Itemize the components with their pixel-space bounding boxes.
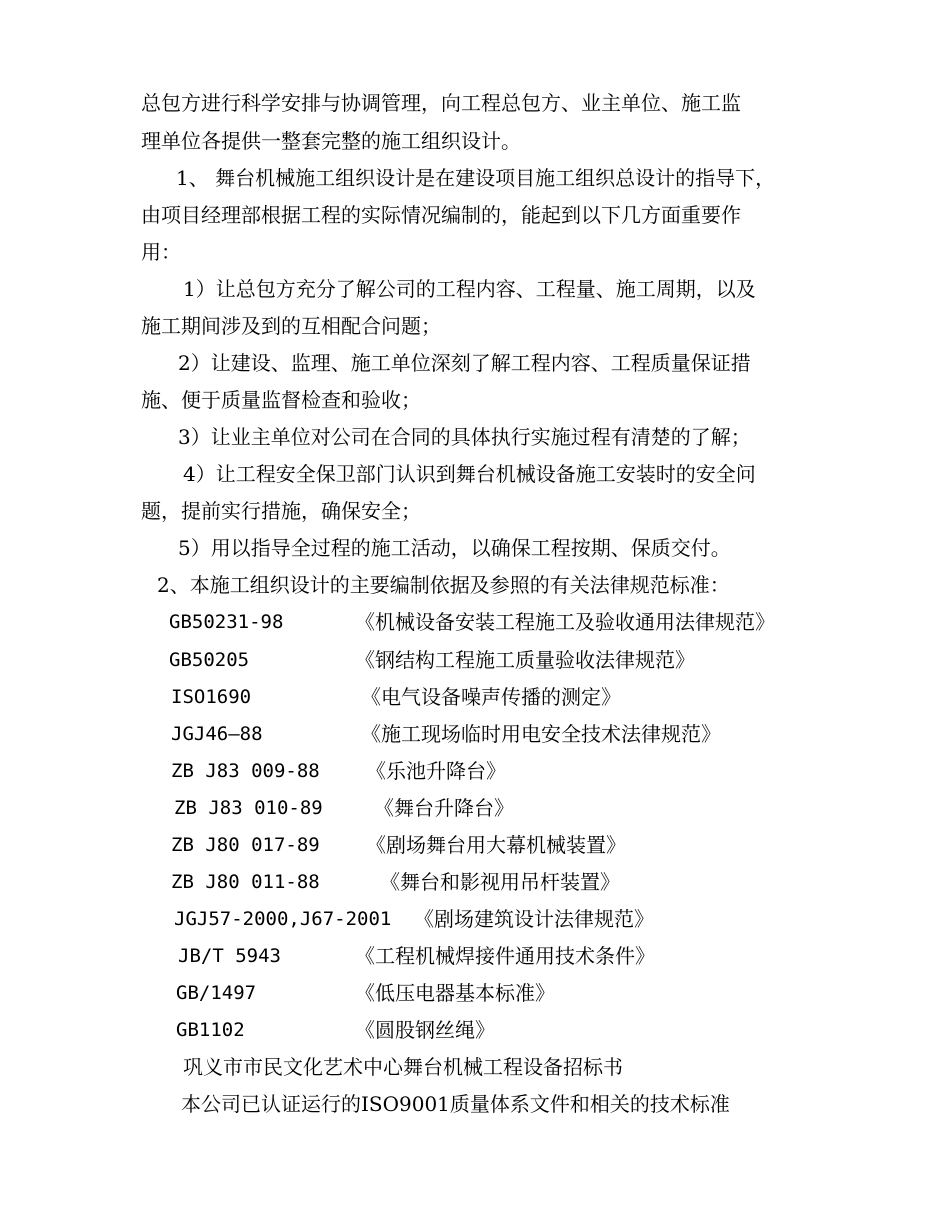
closing-line: 本公司已认证运行的ISO9001质量体系文件和相关的技术标准 [181,1092,730,1116]
paragraph-line: 2、本施工组织设计的主要编制依据及参照的有关法律规范标准： [157,573,730,597]
paragraph-line: 1）让总包方充分了解公司的工程内容、工程量、施工周期，以及 [183,277,756,301]
paragraph-line: 理单位各提供一整套完整的施工组织设计。 [141,129,521,153]
standard-title: 《低压电器基本标准》 [355,981,555,1005]
standard-code: JGJ46—88 [171,723,263,745]
paragraph-line: 1、 舞台机械施工组织设计是在建设项目施工组织总设计的指导下， [176,166,776,190]
standard-code: ZB J80 017-89 [171,834,320,856]
standard-title: 《舞台和影视用吊杆装置》 [380,870,620,894]
standard-title: 《钢结构工程施工质量验收法律规范》 [355,648,695,672]
standard-code: ISO1690 [171,686,252,708]
standard-title: 《圆股钢丝绳》 [355,1018,495,1042]
standard-title: 《机械设备安装工程施工及验收通用法律规范》 [355,610,775,634]
paragraph-line: 总包方进行科学安排与协调管理，向工程总包方、业主单位、施工监 [141,91,741,115]
paragraph-line: 施、便于质量监督检查和验收； [141,388,421,412]
standard-code: JGJ57-2000,J67-2001 [174,908,392,930]
standard-title: 《施工现场临时用电安全技术法律规范》 [361,722,721,746]
standard-code: ZB J83 009-88 [171,760,320,782]
standard-code: ZB J80 011-88 [171,871,320,893]
standard-code: GB50205 [169,649,250,671]
standard-code: ZB J83 010-89 [174,797,323,819]
standard-title: 《乐池升降台》 [366,759,506,783]
paragraph-line: 2）让建设、监理、施工单位深刻了解工程内容、工程质量保证措 [178,351,751,375]
standard-code: GB1102 [176,1019,245,1041]
standard-title: 《舞台升降台》 [374,796,514,820]
standard-title: 《剧场建筑设计法律规范》 [414,907,654,931]
paragraph-line: 施工期间涉及到的互相配合问题； [141,314,441,338]
paragraph-line: 用： [141,240,181,264]
standard-title: 《剧场舞台用大幕机械装置》 [366,833,626,857]
paragraph-line: 5）用以指导全过程的施工活动，以确保工程按期、保质交付。 [178,536,731,560]
standard-title: 《电气设备噪声传播的测定》 [361,685,621,709]
paragraph-line: 3）让业主单位对公司在合同的具体执行实施过程有清楚的了解； [178,425,751,449]
standard-title: 《工程机械焊接件通用技术条件》 [355,944,655,968]
paragraph-line: 由项目经理部根据工程的实际情况编制的，能起到以下几方面重要作 [141,203,741,227]
standard-code: GB/1497 [176,982,257,1004]
standard-code: JB/T 5943 [178,945,281,967]
standard-code: GB50231-98 [169,611,284,633]
paragraph-line: 4）让工程安全保卫部门认识到舞台机械设备施工安装时的安全问 [183,462,756,486]
closing-line: 巩义市市民文化艺术中心舞台机械工程设备招标书 [183,1055,623,1079]
paragraph-line: 题，提前实行措施，确保安全； [141,499,421,523]
